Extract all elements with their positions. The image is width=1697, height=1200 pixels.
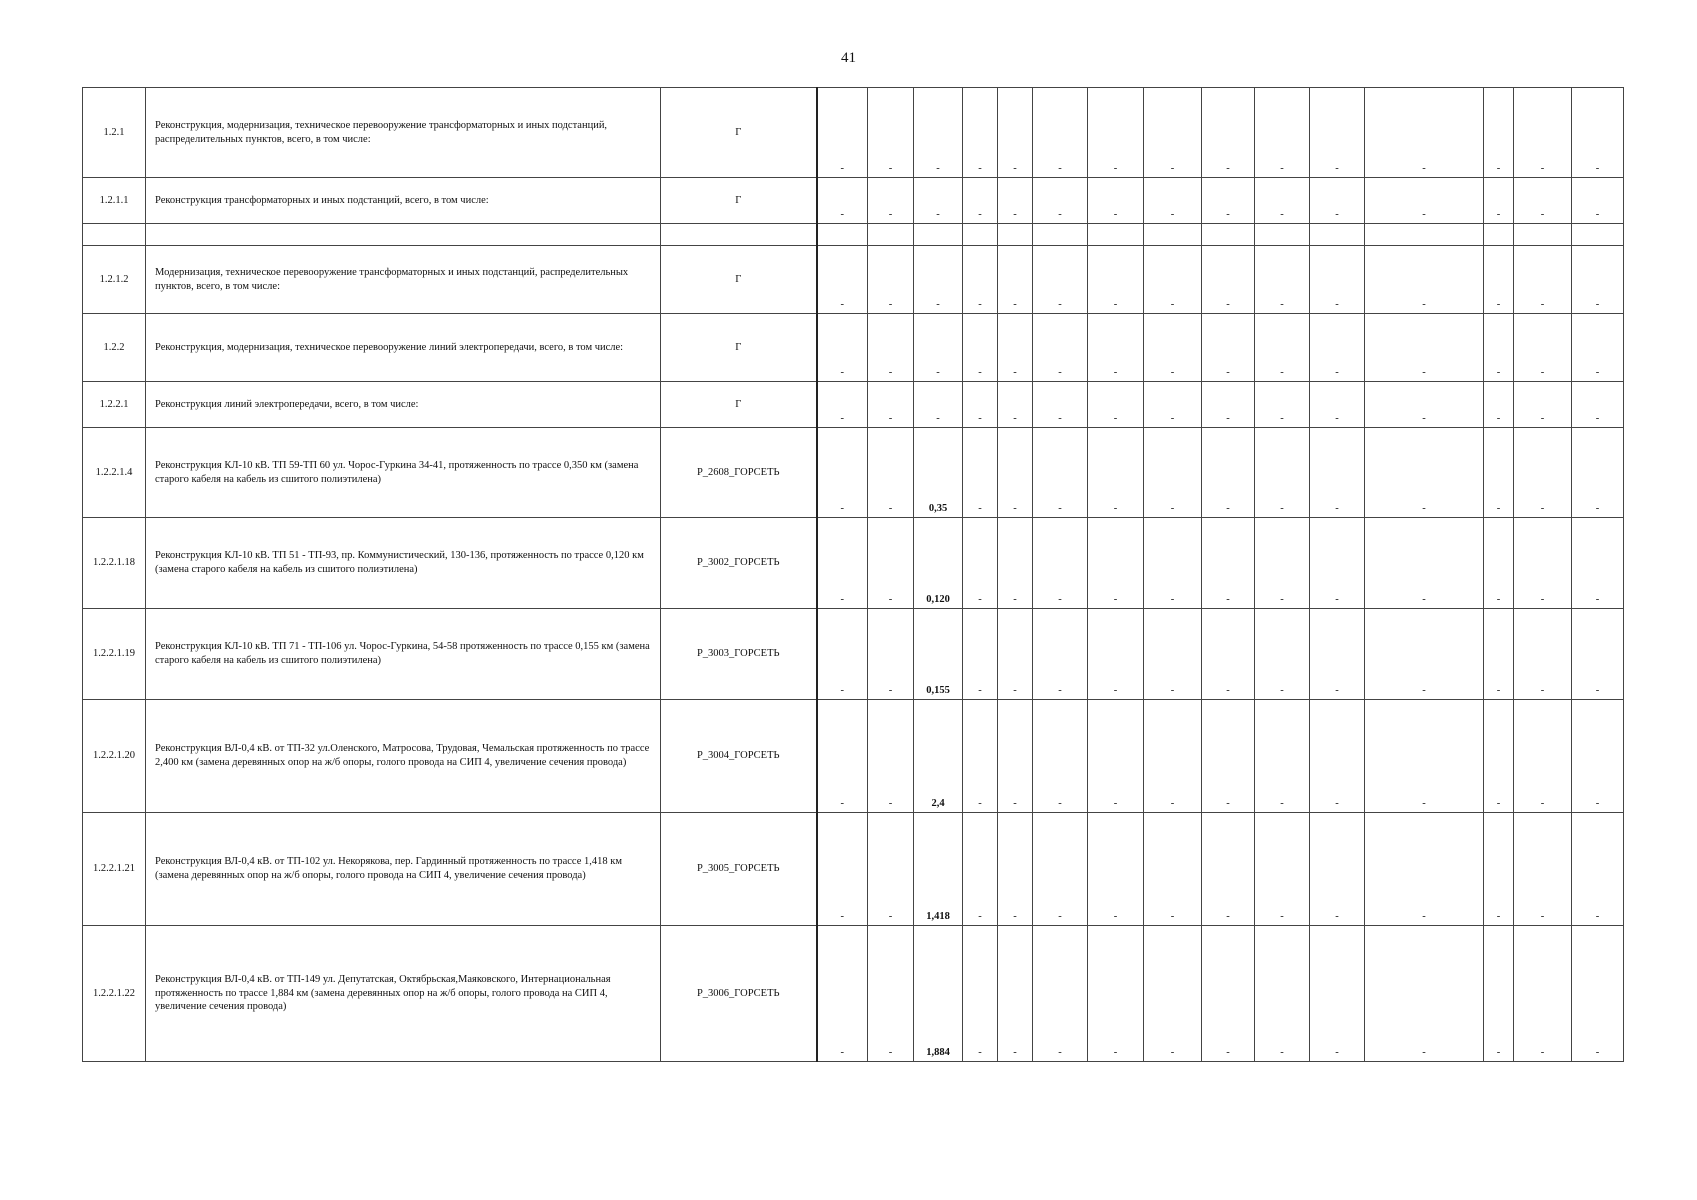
value-cell: - <box>1088 609 1144 700</box>
value-cell: 0,35 <box>914 428 963 518</box>
value-cell: - <box>1310 518 1365 609</box>
value-cell: - <box>868 178 914 224</box>
empty-cell <box>1572 224 1624 246</box>
value-cell: - <box>1514 609 1572 700</box>
value-cell: - <box>817 609 868 700</box>
value-cell: - <box>1144 428 1202 518</box>
value-cell: - <box>1514 314 1572 382</box>
value-cell: - <box>1033 178 1088 224</box>
value-cell: - <box>1572 926 1624 1062</box>
value-cell: - <box>1088 428 1144 518</box>
value-cell: - <box>1033 926 1088 1062</box>
empty-cell <box>1365 224 1484 246</box>
value-cell: - <box>914 314 963 382</box>
table-row <box>83 178 1624 224</box>
empty-cell <box>963 224 998 246</box>
value-cell: - <box>963 518 998 609</box>
value-cell: - <box>817 428 868 518</box>
row-name: Реконструкция КЛ-10 кВ. ТП 59-ТП 60 ул. Чорос-Гуркина 34-41, протяженность по трассе 0,350 км (замена старого кабеля на кабель из сшитого полиэтилена) <box>146 428 661 518</box>
value-cell: - <box>1365 518 1484 609</box>
empty-cell <box>868 224 914 246</box>
value-cell: - <box>1088 518 1144 609</box>
value-cell: - <box>1255 246 1310 314</box>
value-cell: - <box>1365 700 1484 813</box>
empty-cell <box>1484 224 1514 246</box>
row-code: 1.2.2.1.4 <box>83 428 146 518</box>
value-cell: - <box>1144 926 1202 1062</box>
table-row <box>83 246 1624 314</box>
value-cell: - <box>998 700 1033 813</box>
row-identifier: Г <box>661 246 817 314</box>
value-cell: - <box>914 178 963 224</box>
value-cell: - <box>1572 700 1624 813</box>
value-cell: - <box>914 246 963 314</box>
value-cell: - <box>1202 88 1255 178</box>
value-cell: - <box>1088 314 1144 382</box>
value-cell: - <box>1202 178 1255 224</box>
value-cell: 1,418 <box>914 813 963 926</box>
value-cell: - <box>963 700 998 813</box>
row-name: Реконструкция КЛ-10 кВ. ТП 71 - ТП-106 ул. Чорос-Гуркина, 54-58 протяженность по трассе 0,155 км (замена старого кабеля на кабель из сшитого полиэтилена) <box>146 609 661 700</box>
value-cell: 0,120 <box>914 518 963 609</box>
value-cell: - <box>1202 700 1255 813</box>
empty-cell <box>998 224 1033 246</box>
value-cell: - <box>1202 609 1255 700</box>
value-cell: - <box>914 88 963 178</box>
value-cell: - <box>868 700 914 813</box>
value-cell: - <box>868 382 914 428</box>
value-cell: - <box>1310 428 1365 518</box>
value-cell: - <box>1514 926 1572 1062</box>
value-cell: 2,4 <box>914 700 963 813</box>
row-code: 1.2.2.1.18 <box>83 518 146 609</box>
investment-program-table <box>82 87 1624 1062</box>
value-cell: - <box>1202 246 1255 314</box>
value-cell: - <box>1484 88 1514 178</box>
value-cell: - <box>998 813 1033 926</box>
value-cell: - <box>1484 382 1514 428</box>
value-cell: - <box>1310 926 1365 1062</box>
table-spacer-row <box>83 224 1624 246</box>
value-cell: - <box>1365 926 1484 1062</box>
value-cell: - <box>1365 428 1484 518</box>
value-cell: - <box>998 609 1033 700</box>
value-cell: - <box>998 926 1033 1062</box>
table-row <box>83 428 1624 518</box>
row-code: 1.2.2 <box>83 314 146 382</box>
value-cell: - <box>868 609 914 700</box>
value-cell: - <box>1484 700 1514 813</box>
row-code: 1.2.2.1.21 <box>83 813 146 926</box>
value-cell: - <box>963 609 998 700</box>
empty-cell <box>661 224 817 246</box>
row-code: 1.2.2.1.22 <box>83 926 146 1062</box>
value-cell: - <box>1088 178 1144 224</box>
value-cell: - <box>1572 314 1624 382</box>
row-name: Модернизация, техническое перевооружение трансформаторных и иных подстанций, распределительных пунктов, всего, в том числе: <box>146 246 661 314</box>
value-cell: - <box>1484 178 1514 224</box>
value-cell: - <box>817 314 868 382</box>
value-cell: - <box>998 178 1033 224</box>
value-cell: - <box>1365 178 1484 224</box>
value-cell: - <box>1484 314 1514 382</box>
value-cell: - <box>914 382 963 428</box>
row-name: Реконструкция, модернизация, техническое перевооружение трансформаторных и иных подстанций, распределительных пунктов, всего, в том числе: <box>146 88 661 178</box>
value-cell: - <box>1310 700 1365 813</box>
value-cell: - <box>963 926 998 1062</box>
row-identifier: P_3004_ГОРСЕТЬ <box>661 700 817 813</box>
value-cell: - <box>1255 178 1310 224</box>
value-cell: - <box>1255 88 1310 178</box>
value-cell: - <box>1144 700 1202 813</box>
value-cell: - <box>1514 178 1572 224</box>
value-cell: - <box>1144 609 1202 700</box>
value-cell: - <box>1514 88 1572 178</box>
table-row <box>83 609 1624 700</box>
empty-cell <box>914 224 963 246</box>
value-cell: - <box>998 428 1033 518</box>
value-cell: - <box>1310 314 1365 382</box>
value-cell: - <box>817 88 868 178</box>
empty-cell <box>1310 224 1365 246</box>
value-cell: - <box>817 926 868 1062</box>
value-cell: - <box>1310 813 1365 926</box>
value-cell: - <box>1255 518 1310 609</box>
empty-cell <box>146 224 661 246</box>
value-cell: - <box>998 314 1033 382</box>
value-cell: - <box>1033 314 1088 382</box>
value-cell: - <box>1484 518 1514 609</box>
value-cell: - <box>868 314 914 382</box>
row-identifier: P_3002_ГОРСЕТЬ <box>661 518 817 609</box>
row-code: 1.2.1.2 <box>83 246 146 314</box>
value-cell: - <box>868 518 914 609</box>
value-cell: - <box>1310 609 1365 700</box>
value-cell: - <box>1514 246 1572 314</box>
value-cell: - <box>817 700 868 813</box>
empty-cell <box>1255 224 1310 246</box>
value-cell: - <box>1202 926 1255 1062</box>
value-cell: - <box>1202 813 1255 926</box>
table-row <box>83 926 1624 1062</box>
value-cell: - <box>1484 428 1514 518</box>
value-cell: - <box>817 178 868 224</box>
row-code: 1.2.1 <box>83 88 146 178</box>
value-cell: - <box>1144 813 1202 926</box>
value-cell: - <box>1144 382 1202 428</box>
value-cell: - <box>1088 926 1144 1062</box>
row-code: 1.2.1.1 <box>83 178 146 224</box>
value-cell: - <box>1144 314 1202 382</box>
value-cell: - <box>998 518 1033 609</box>
value-cell: - <box>963 382 998 428</box>
value-cell: - <box>963 314 998 382</box>
value-cell: - <box>1144 518 1202 609</box>
empty-cell <box>83 224 146 246</box>
row-identifier: Г <box>661 382 817 428</box>
value-cell: - <box>817 518 868 609</box>
value-cell: - <box>817 382 868 428</box>
row-name: Реконструкция ВЛ-0,4 кВ. от ТП-102 ул. Некорякова, пер. Гардинный протяженность по трассе 1,418 км (замена деревянных опор на ж/б опоры, голого провода на СИП 4, увеличение сечения провода) <box>146 813 661 926</box>
value-cell: - <box>1255 609 1310 700</box>
value-cell: - <box>1310 88 1365 178</box>
value-cell: - <box>1033 609 1088 700</box>
value-cell: - <box>1310 246 1365 314</box>
row-identifier: Г <box>661 314 817 382</box>
value-cell: - <box>1484 246 1514 314</box>
row-name: Реконструкция КЛ-10 кВ. ТП 51 - ТП-93, пр. Коммунистический, 130-136, протяженность по трассе 0,120 км (замена старого кабеля на кабель из сшитого полиэтилена) <box>146 518 661 609</box>
value-cell: - <box>1202 314 1255 382</box>
value-cell: - <box>1365 246 1484 314</box>
value-cell: - <box>1572 88 1624 178</box>
table-row <box>83 700 1624 813</box>
value-cell: - <box>998 88 1033 178</box>
value-cell: - <box>1572 178 1624 224</box>
value-cell: - <box>1484 609 1514 700</box>
value-cell: - <box>963 178 998 224</box>
value-cell: - <box>1365 382 1484 428</box>
value-cell: - <box>1033 382 1088 428</box>
value-cell: - <box>1484 926 1514 1062</box>
value-cell: - <box>963 813 998 926</box>
value-cell: - <box>1088 813 1144 926</box>
value-cell: - <box>1144 178 1202 224</box>
row-identifier: P_3006_ГОРСЕТЬ <box>661 926 817 1062</box>
value-cell: - <box>1514 518 1572 609</box>
value-cell: - <box>998 246 1033 314</box>
table-row <box>83 518 1624 609</box>
value-cell: - <box>1255 428 1310 518</box>
value-cell: - <box>1514 382 1572 428</box>
value-cell: - <box>868 926 914 1062</box>
value-cell: - <box>1572 609 1624 700</box>
value-cell: - <box>1088 246 1144 314</box>
value-cell: - <box>963 428 998 518</box>
value-cell: - <box>1514 700 1572 813</box>
value-cell: - <box>1572 382 1624 428</box>
row-name: Реконструкция трансформаторных и иных подстанций, всего, в том числе: <box>146 178 661 224</box>
value-cell: - <box>817 813 868 926</box>
value-cell: - <box>1572 518 1624 609</box>
empty-cell <box>1088 224 1144 246</box>
page-number: 41 <box>841 50 856 66</box>
value-cell: - <box>1033 88 1088 178</box>
value-cell: - <box>1365 609 1484 700</box>
value-cell: - <box>1365 314 1484 382</box>
value-cell: - <box>1033 246 1088 314</box>
value-cell: - <box>1572 246 1624 314</box>
empty-cell <box>1033 224 1088 246</box>
value-cell: - <box>1572 428 1624 518</box>
value-cell: - <box>1202 382 1255 428</box>
row-code: 1.2.2.1.20 <box>83 700 146 813</box>
table-row <box>83 813 1624 926</box>
value-cell: - <box>1365 813 1484 926</box>
value-cell: - <box>1514 428 1572 518</box>
row-identifier: P_2608_ГОРСЕТЬ <box>661 428 817 518</box>
value-cell: - <box>963 246 998 314</box>
value-cell: - <box>1484 813 1514 926</box>
row-code: 1.2.2.1.19 <box>83 609 146 700</box>
row-identifier: Г <box>661 178 817 224</box>
row-name: Реконструкция, модернизация, техническое перевооружение линий электропередачи, всего, в том числе: <box>146 314 661 382</box>
value-cell: - <box>1202 428 1255 518</box>
value-cell: - <box>1144 88 1202 178</box>
row-identifier: P_3003_ГОРСЕТЬ <box>661 609 817 700</box>
value-cell: - <box>1365 88 1484 178</box>
value-cell: - <box>1310 382 1365 428</box>
value-cell: - <box>1144 246 1202 314</box>
value-cell: - <box>1255 813 1310 926</box>
row-code: 1.2.2.1 <box>83 382 146 428</box>
value-cell: - <box>1033 428 1088 518</box>
table-row <box>83 314 1624 382</box>
value-cell: - <box>1310 178 1365 224</box>
empty-cell <box>1514 224 1572 246</box>
value-cell: - <box>1255 700 1310 813</box>
row-name: Реконструкция ВЛ-0,4 кВ. от ТП-32 ул.Оленского, Матросова, Трудовая, Чемальская протяженность по трассе 2,400 км (замена деревянных опор на ж/б опоры, голого провода на СИП 4, увеличение сечения провода) <box>146 700 661 813</box>
table-row <box>83 382 1624 428</box>
value-cell: - <box>1255 314 1310 382</box>
value-cell: - <box>1088 88 1144 178</box>
value-cell: - <box>963 88 998 178</box>
empty-cell <box>817 224 868 246</box>
value-cell: - <box>868 428 914 518</box>
table-row <box>83 88 1624 178</box>
value-cell: - <box>1514 813 1572 926</box>
value-cell: - <box>868 813 914 926</box>
value-cell: - <box>1255 382 1310 428</box>
row-identifier: Г <box>661 88 817 178</box>
value-cell: - <box>1255 926 1310 1062</box>
value-cell: - <box>868 246 914 314</box>
value-cell: - <box>1033 813 1088 926</box>
value-cell: 0,155 <box>914 609 963 700</box>
value-cell: - <box>1088 700 1144 813</box>
value-cell: 1,884 <box>914 926 963 1062</box>
value-cell: - <box>1572 813 1624 926</box>
value-cell: - <box>998 382 1033 428</box>
value-cell: - <box>1088 382 1144 428</box>
empty-cell <box>1144 224 1202 246</box>
row-name: Реконструкция ВЛ-0,4 кВ. от ТП-149 ул. Депутатская, Октябрьская,Маяковского, Интернациональная протяженность по трассе 1,884 км (замена деревянных опор на ж/б опоры, голого провода на СИП 4, увеличение сечения провода) <box>146 926 661 1062</box>
value-cell: - <box>817 246 868 314</box>
row-name: Реконструкция линий электропередачи, всего, в том числе: <box>146 382 661 428</box>
value-cell: - <box>1202 518 1255 609</box>
value-cell: - <box>1033 700 1088 813</box>
row-identifier: P_3005_ГОРСЕТЬ <box>661 813 817 926</box>
empty-cell <box>1202 224 1255 246</box>
value-cell: - <box>1033 518 1088 609</box>
value-cell: - <box>868 88 914 178</box>
